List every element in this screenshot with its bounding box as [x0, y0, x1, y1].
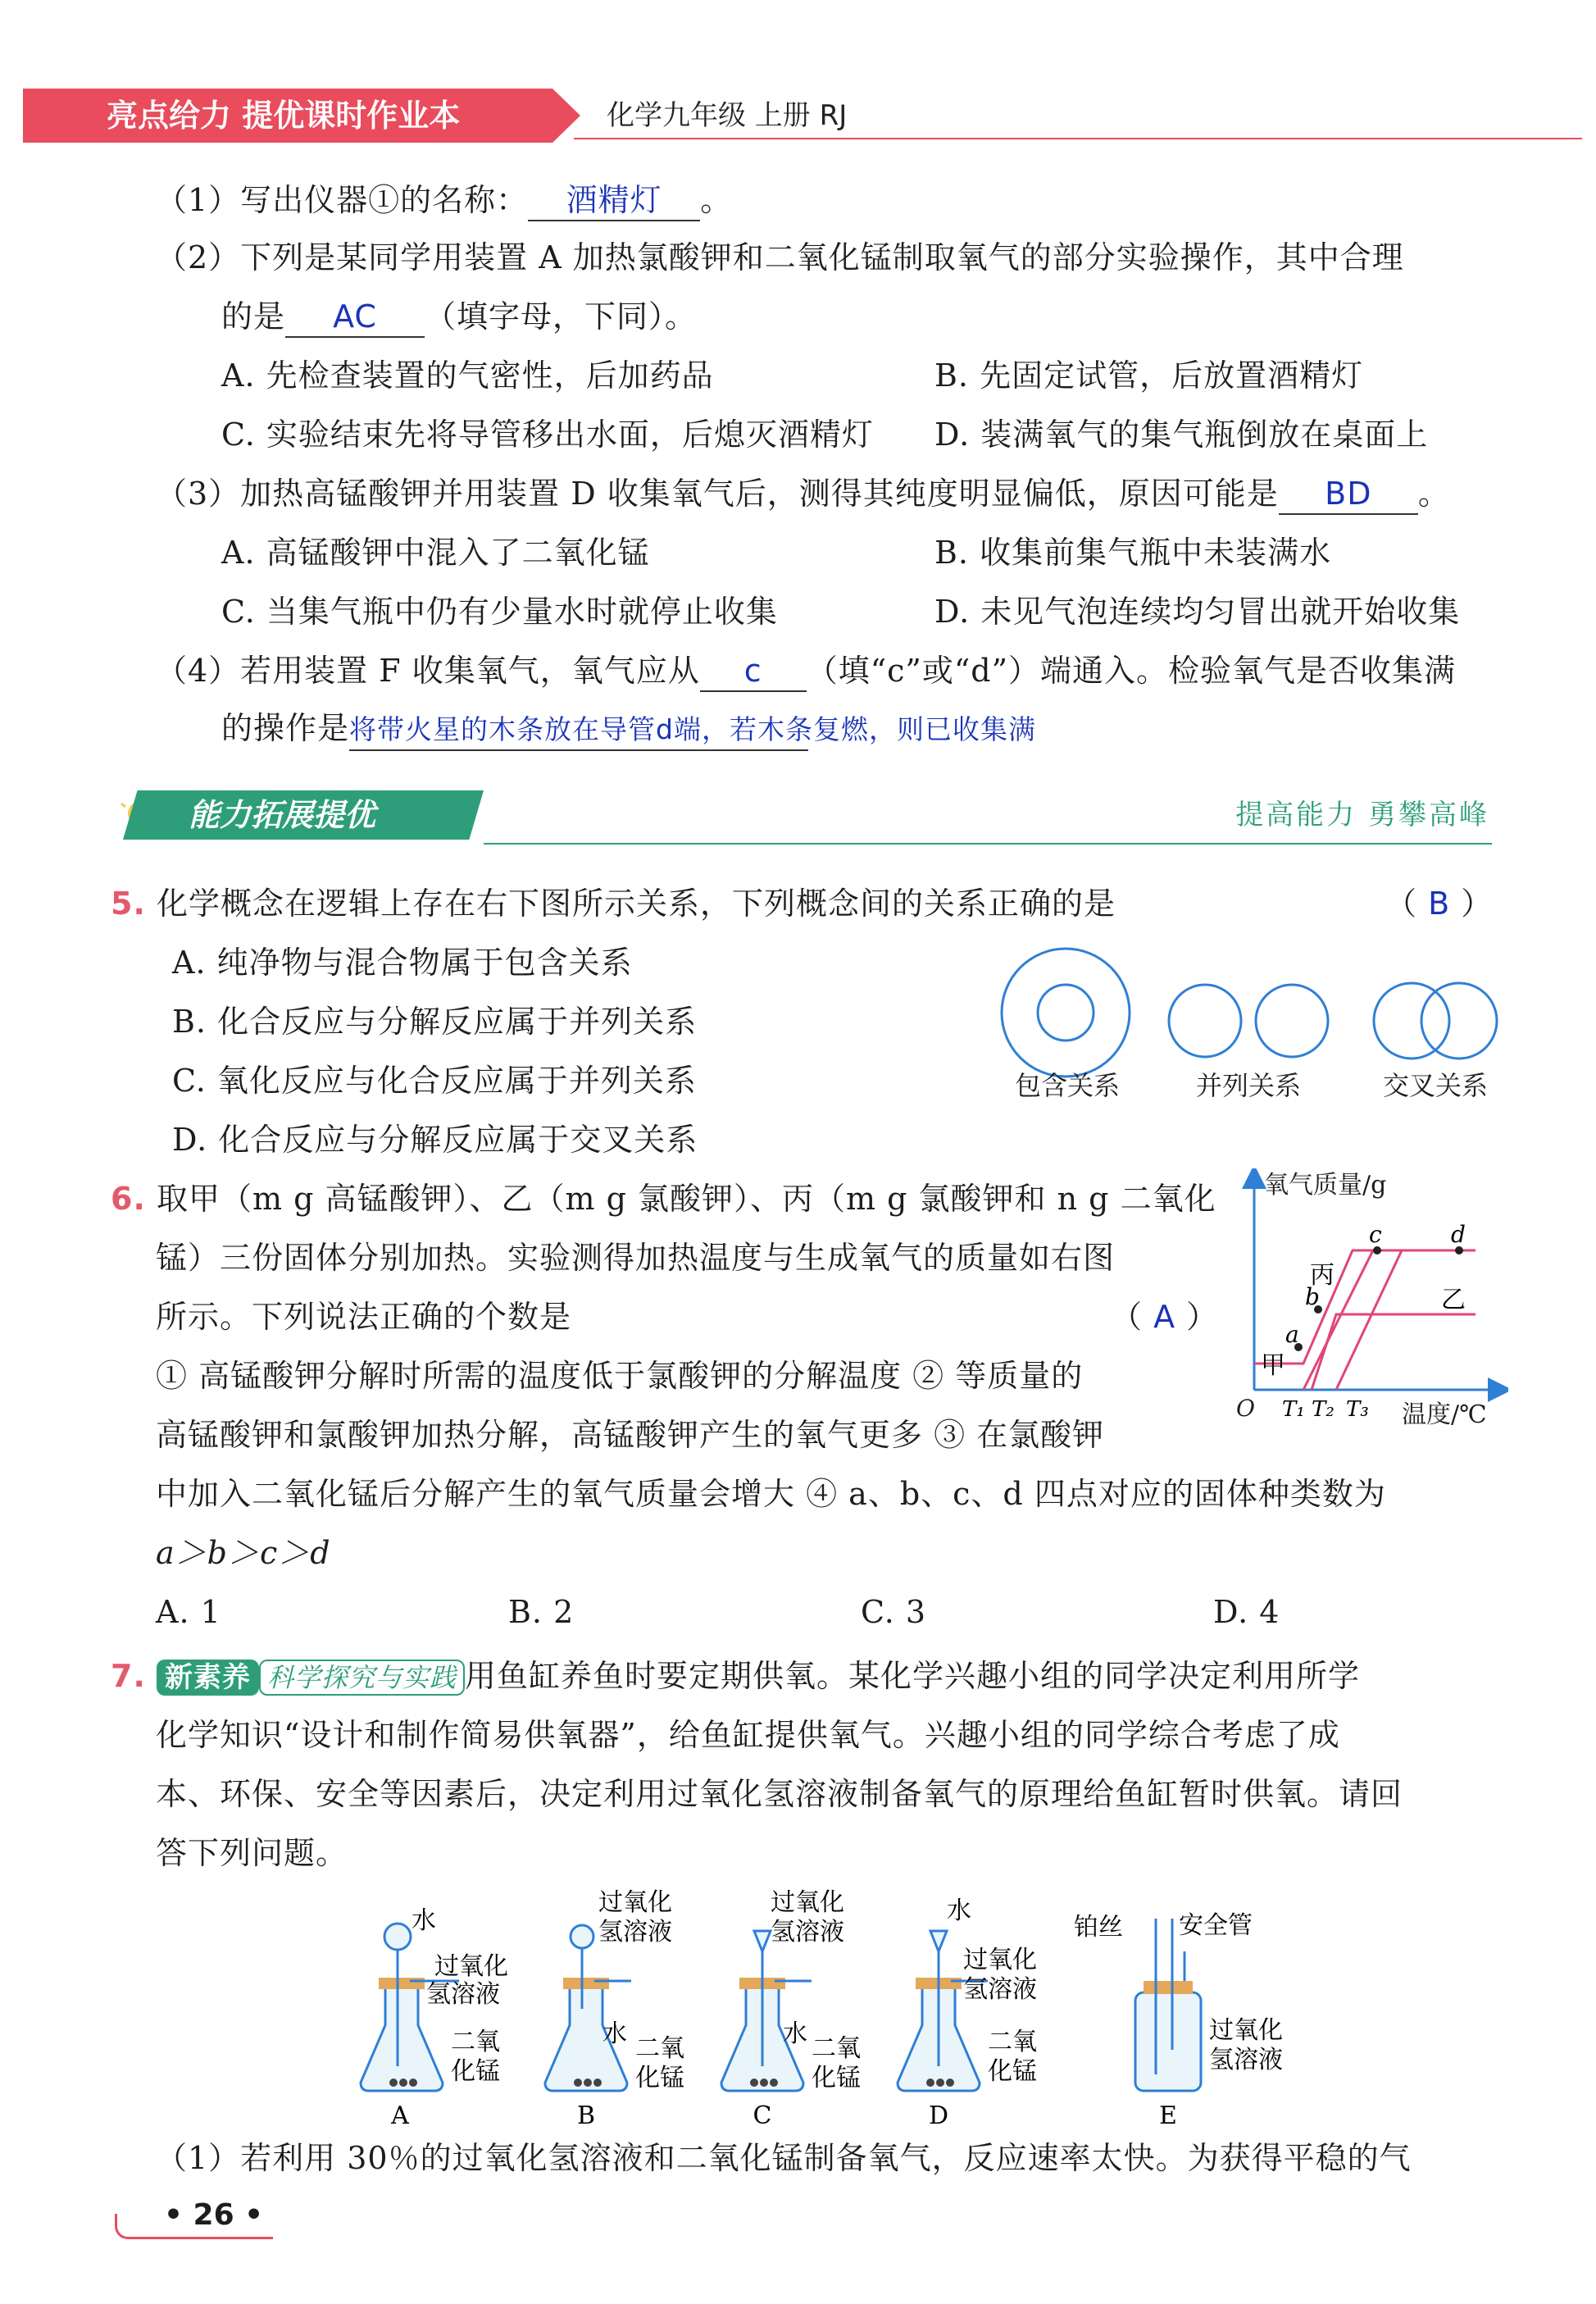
option-c: C. 实验结束先将导管移出水面，后熄灭酒精灯 — [221, 417, 874, 453]
svg-text:氢溶液: 氢溶液 — [598, 1918, 672, 1947]
answer-blank: BD — [1279, 474, 1418, 515]
answer-blank: AC — [285, 297, 425, 338]
svg-text:安全管: 安全管 — [1179, 1911, 1253, 1940]
svg-text:二氧: 二氧 — [635, 2034, 684, 2063]
svg-text:化锰: 化锰 — [635, 2064, 684, 2092]
oxygen-temperature-graph — [1230, 1168, 1508, 1439]
svg-text:E: E — [1159, 2101, 1177, 2124]
q6-line7: a＞b＞c＞d — [156, 1535, 331, 1571]
parallel-circle-left — [1169, 985, 1241, 1057]
q7-line1: 7. 新素养 科学探究与实践 用鱼缸养鱼时要定期供氧。某化学兴趣小组的同学决定利用所学 — [111, 1658, 1361, 1694]
header-rule — [574, 138, 1582, 139]
q5-stem: 5. 化学概念在逻辑上存在右下图所示关系，下列概念间的关系正确的是 — [111, 886, 1116, 922]
header-brand: 亮点给力 提优课时作业本 — [107, 98, 461, 134]
apparatus-figure — [352, 1886, 1295, 2124]
option-c: C. 当集气瓶中仍有少量水时就停止收集 — [221, 594, 778, 630]
svg-text:二氧: 二氧 — [451, 2028, 500, 2056]
apparatus-e — [1074, 1911, 1283, 2124]
page-number: • 26 • — [164, 2198, 264, 2232]
tick-label: T₂ — [1312, 1397, 1335, 1422]
cross-circle-right — [1421, 983, 1497, 1059]
q6-line2: 锰）三份固体分别加热。实验测得加热温度与生成氧气的质量如右图 — [156, 1240, 1116, 1276]
curve-label-yi: 乙 — [1441, 1286, 1466, 1314]
section-rule — [484, 843, 1492, 845]
apparatus-c — [721, 1888, 861, 2124]
q4-part4-line1: （4）若用装置 F 收集氧气，氧气应从 c （填“c”或“d”）端通入。检验氧气是否收集满 — [156, 651, 1456, 692]
relationship-diagram — [992, 943, 1516, 1132]
option-b: B. 化合反应与分解反应属于并列关系 — [172, 1004, 698, 1040]
svg-text:C: C — [753, 2101, 772, 2124]
q6-line5: 高锰酸钾和氯酸钾加热分解，高锰酸钾产生的氧气更多 ③ 在氯酸钾 — [156, 1417, 1105, 1453]
curve-label-jia: 甲 — [1261, 1351, 1285, 1380]
svg-text:氢溶液: 氢溶液 — [771, 1918, 844, 1947]
point-label: c — [1369, 1221, 1382, 1248]
q7-line4: 答下列问题。 — [156, 1835, 348, 1871]
option-c: C. 3 — [861, 1594, 927, 1630]
option-d: D. 4 — [1213, 1594, 1280, 1630]
option-d: D. 化合反应与分解反应属于交叉关系 — [172, 1122, 698, 1158]
svg-text:水: 水 — [602, 2019, 627, 2048]
option-a: A. 高锰酸钾中混入了二氧化锰 — [221, 535, 650, 571]
svg-text:铂丝: 铂丝 — [1074, 1913, 1123, 1942]
science-practice-tag: 科学探究与实践 — [259, 1660, 465, 1696]
svg-text:氢溶液: 氢溶液 — [1209, 2046, 1283, 2074]
svg-text:水: 水 — [947, 1896, 971, 1925]
svg-text:水: 水 — [783, 2019, 807, 2048]
option-d: D. 未见气泡连续均匀冒出就开始收集 — [934, 594, 1461, 630]
svg-text:氢溶液: 氢溶液 — [426, 1980, 500, 2009]
apparatus-d — [898, 1896, 1037, 2124]
q6-line3: 所示。下列说法正确的个数是 — [156, 1299, 572, 1335]
option-a: A. 纯净物与混合物属于包含关系 — [172, 945, 633, 981]
option-b: B. 2 — [508, 1594, 575, 1630]
svg-text:化锰: 化锰 — [988, 2057, 1037, 2086]
q7-line2: 化学知识“设计和制作简易供氧器”，给鱼缸提供氧气。兴趣小组的同学综合考虑了成 — [156, 1717, 1340, 1753]
svg-text:过氧化: 过氧化 — [771, 1888, 844, 1917]
svg-text:D: D — [928, 2101, 949, 2124]
q7-line3: 本、环保、安全等因素后，决定利用过氧化氢溶液制备氧气的原理给鱼缸暂时供氧。请回 — [156, 1776, 1403, 1812]
svg-text:B: B — [576, 2101, 596, 2124]
svg-text:氢溶液: 氢溶液 — [963, 1975, 1037, 2004]
svg-text:过氧化: 过氧化 — [598, 1888, 672, 1917]
curve-label-bing: 丙 — [1310, 1261, 1335, 1290]
point-label: a — [1285, 1321, 1299, 1348]
q6-line4: ① 高锰酸钾分解时所需的温度低于氯酸钾的分解温度 ② 等质量的 — [156, 1358, 1084, 1394]
point-label: d — [1451, 1221, 1466, 1248]
parallel-circle-right — [1256, 985, 1328, 1057]
option-a: A. 先检查装置的气密性，后加药品 — [221, 357, 714, 394]
q6-line6: 中加入二氧化锰后分解产生的氧气质量会增大 ④ a、b、c、d 四点对应的固体种类数为 — [156, 1476, 1386, 1512]
svg-text:二氧: 二氧 — [988, 2028, 1037, 2056]
option-b: B. 先固定试管，后放置酒精灯 — [934, 357, 1364, 394]
q4-part4-line2: 的操作是将带火星的木条放在导管d端，若木条复燃，则已收集满 — [221, 708, 808, 751]
diagram-label: 并列关系 — [1195, 1070, 1302, 1101]
svg-text:二氧: 二氧 — [812, 2034, 861, 2063]
answer-blank: c — [700, 651, 807, 692]
origin-label: O — [1236, 1395, 1255, 1422]
q4-part1: （1）写出仪器①的名称： 酒精灯 。 — [156, 180, 732, 221]
x-axis-label: 温度/℃ — [1402, 1400, 1487, 1429]
q4-part3: （3）加热高锰酸钾并用装置 D 收集氧气后，测得其纯度明显偏低，原因可能是 BD 。 — [156, 474, 1450, 515]
svg-text:过氧化: 过氧化 — [963, 1946, 1037, 1974]
apparatus-b — [545, 1888, 684, 2124]
svg-text:化锰: 化锰 — [812, 2064, 861, 2092]
section-title: 能力拓展提优 — [189, 797, 376, 833]
q4-part2-line2: 的是 AC （填字母，下同）。 — [221, 297, 697, 338]
q7-part1: （1）若利用 30％的过氧化氢溶液和二氧化锰制备氧气，反应速率太快。为获得平稳的气 — [156, 2140, 1412, 2176]
curve-yi-line — [1336, 1250, 1402, 1390]
header-subject: 化学九年级 上册 RJ — [607, 99, 848, 132]
section-slogan: 提高能力 勇攀高峰 — [1235, 799, 1489, 831]
tick-label: T₁ — [1282, 1397, 1305, 1422]
diagram-label: 包含关系 — [1014, 1070, 1121, 1101]
outer-circle — [1002, 949, 1130, 1077]
q5-answer: （ B ） — [1385, 886, 1494, 922]
apparatus-a — [361, 1906, 508, 2124]
tick-label: T₃ — [1346, 1397, 1369, 1422]
q6-line1: 6. 取甲（m g 高锰酸钾）、乙（m g 氯酸钾）、丙（m g 氯酸钾和 n g 二氧化 — [111, 1181, 1216, 1217]
diagram-label: 交叉关系 — [1382, 1070, 1489, 1101]
svg-text:A: A — [391, 2101, 409, 2124]
point-label: b — [1305, 1283, 1320, 1310]
answer-blank: 将带火星的木条放在导管d端，若木条复燃，则已收集满 — [349, 710, 808, 751]
y-axis-label: 氧气质量/g — [1264, 1171, 1387, 1200]
svg-text:化锰: 化锰 — [451, 2057, 500, 2086]
option-a: A. 1 — [156, 1594, 221, 1630]
option-c: C. 氧化反应与化合反应属于并列关系 — [172, 1063, 697, 1099]
svg-text:过氧化: 过氧化 — [1209, 2016, 1283, 2045]
cross-circle-left — [1374, 983, 1449, 1059]
q6-answer: （ A ） — [1111, 1299, 1219, 1335]
option-b: B. 收集前集气瓶中未装满水 — [934, 535, 1332, 571]
option-d: D. 装满氧气的集气瓶倒放在桌面上 — [934, 417, 1429, 453]
q4-part2-line1: （2）下列是某同学用装置 A 加热氯酸钾和二氧化锰制取氧气的部分实验操作，其中合理 — [156, 239, 1404, 275]
svg-text:过氧化: 过氧化 — [434, 1952, 508, 1981]
answer-blank: 酒精灯 — [528, 180, 700, 221]
new-literacy-tag: 新素养 — [157, 1660, 259, 1696]
inner-circle — [1038, 985, 1094, 1040]
svg-text:水: 水 — [412, 1906, 436, 1935]
